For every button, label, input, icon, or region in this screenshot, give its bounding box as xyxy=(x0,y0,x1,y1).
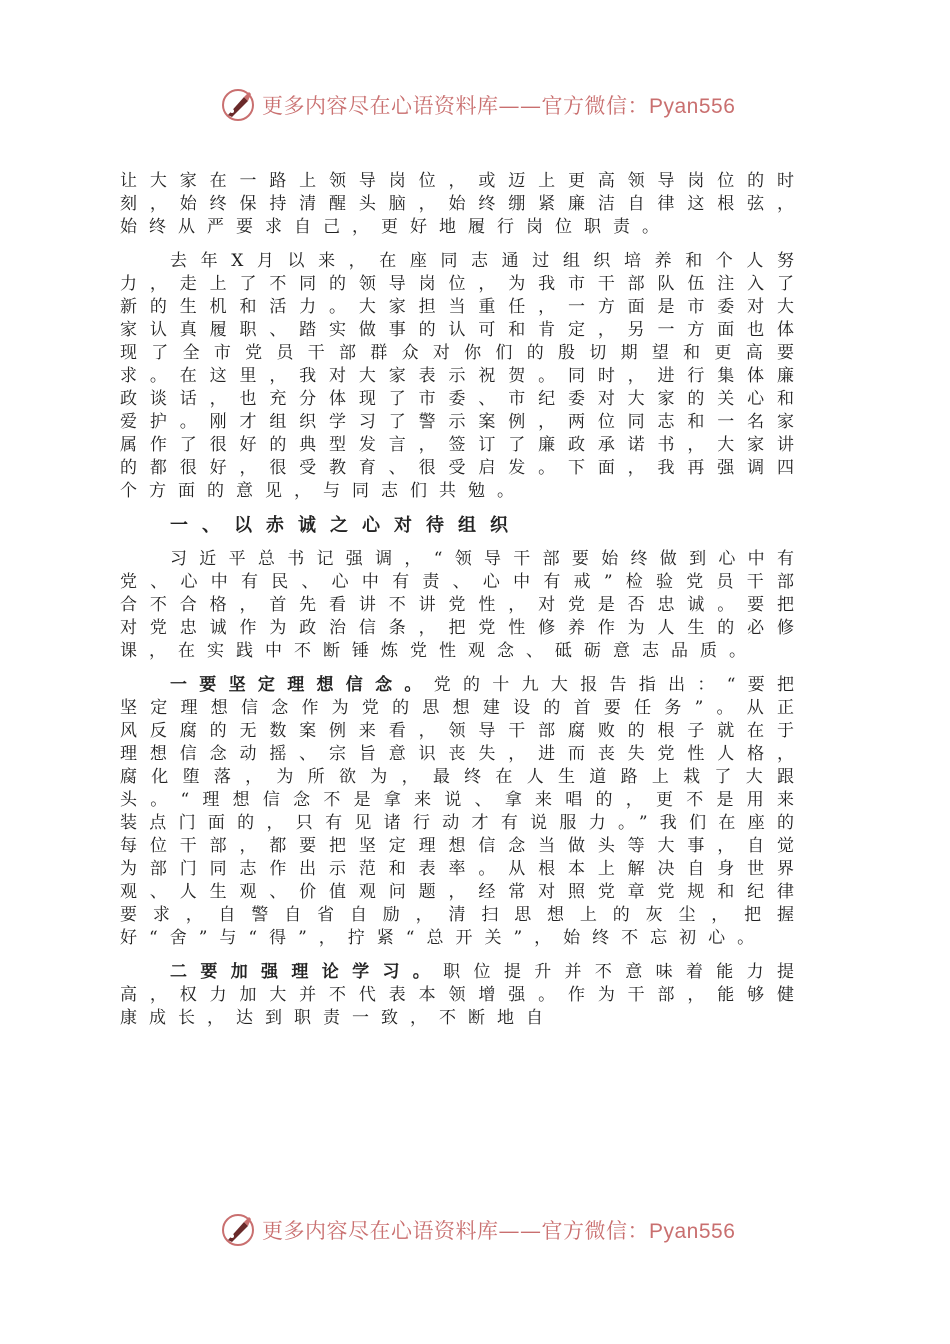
footer-banner-text xyxy=(262,1215,735,1245)
banner-wechat-id: Pyan556 xyxy=(649,95,736,118)
point-1-lead: 一要坚定理想信念。 xyxy=(170,675,434,695)
banner-slogan: 更多内容尽在心语资料库 xyxy=(262,94,499,118)
header-banner xyxy=(220,85,735,125)
document-body xyxy=(120,170,806,1041)
footer-banner xyxy=(220,1210,735,1250)
paragraph-2: 去年X月以来，在座同志通过组织培养和个人努力，走上了不同的领导岗位，为我市干部队伍注入了新的生机和活力。大家担当重任，一方面是市委对大家认真履职、踏实做事的认可和肯定，另一方面也体现了全市党员干部群众对你们的殷切期望和更高要求。在这里，我对大家表示祝贺。同时，进行集体廉政谈话，也充分体现了市委、市纪委对大家的关心和爱护。刚才组织学习了警示案例，两位同志和一名家属作了很好的典型发言，签订了廉政承诺书，大家讲的都很好，很受教育、很受启发。下面，我再强调四个方面的意见，与同志们共勉。 xyxy=(120,251,806,501)
point-1-body: 党的十九大报告指出：“要把坚定理想信念作为党的思想建设的首要任务”。从正风反腐的无数案例来看，领导干部腐败的根子就在于理想信念动摇、宗旨意识丧失，进而丧失党性人格，腐化堕落，为所欲为，最终在人生道路上栽了大跟头。“理想信念不是拿来说、拿来唱的，更不是用来装点门面的，只有见诸行动才有说服力。”我们在座的每位干部，都要把坚定理想信念当做头等大事，自觉为部门同志作出示范和表率。从根本上解决自身世界观、人生观、价值观问题，经常对照党章党规和纪律要求，自警自省自励，清扫思想上的灰尘，把握好“舍”与“得”，拧紧“总开关”，始终不忘初心。 xyxy=(120,675,806,948)
point-2-lead: 二要加强理论学习。 xyxy=(170,962,444,982)
banner-dash: —— xyxy=(498,94,542,118)
section-heading-1: 一、以赤诚之心对待组织 xyxy=(170,515,522,536)
footer-banner-wechat-id: Pyan556 xyxy=(649,1220,736,1243)
section-1-intro: 习近平总书记强调，“领导干部要始终做到心中有党、心中有民、心中有责、心中有戒”检验党员干部合不合格，首先看讲不讲党性，对党是否忠诚。要把对党忠诚作为政治信条，把党性修养作为人生的必修课，在实践中不断锤炼党性观念、砥砺意志品质。 xyxy=(120,549,806,661)
pen-nib-logo-icon xyxy=(220,1212,256,1248)
section-1-point-2 xyxy=(120,961,806,1030)
pen-nib-logo-icon xyxy=(220,87,256,123)
footer-banner-slogan: 更多内容尽在心语资料库 xyxy=(262,1219,499,1243)
paragraph-1: 让大家在一路上领导岗位，或迈上更高领导岗位的时刻，始终保持清醒头脑，始终绷紧廉洁自律这根弦，始终从严要求自己，更好地履行岗位职责。 xyxy=(120,171,806,237)
banner-label: 官方微信： xyxy=(541,94,649,118)
footer-banner-dash: —— xyxy=(498,1219,542,1243)
section-1-point-1 xyxy=(120,674,806,950)
point-2-body: 职位提升并不意味着能力提高，权力加大并不代表本领增强。作为干部，能够健康成长，达到职责一致，不断地自 xyxy=(120,962,807,1028)
banner-text xyxy=(262,90,735,120)
footer-banner-label: 官方微信： xyxy=(541,1219,649,1243)
